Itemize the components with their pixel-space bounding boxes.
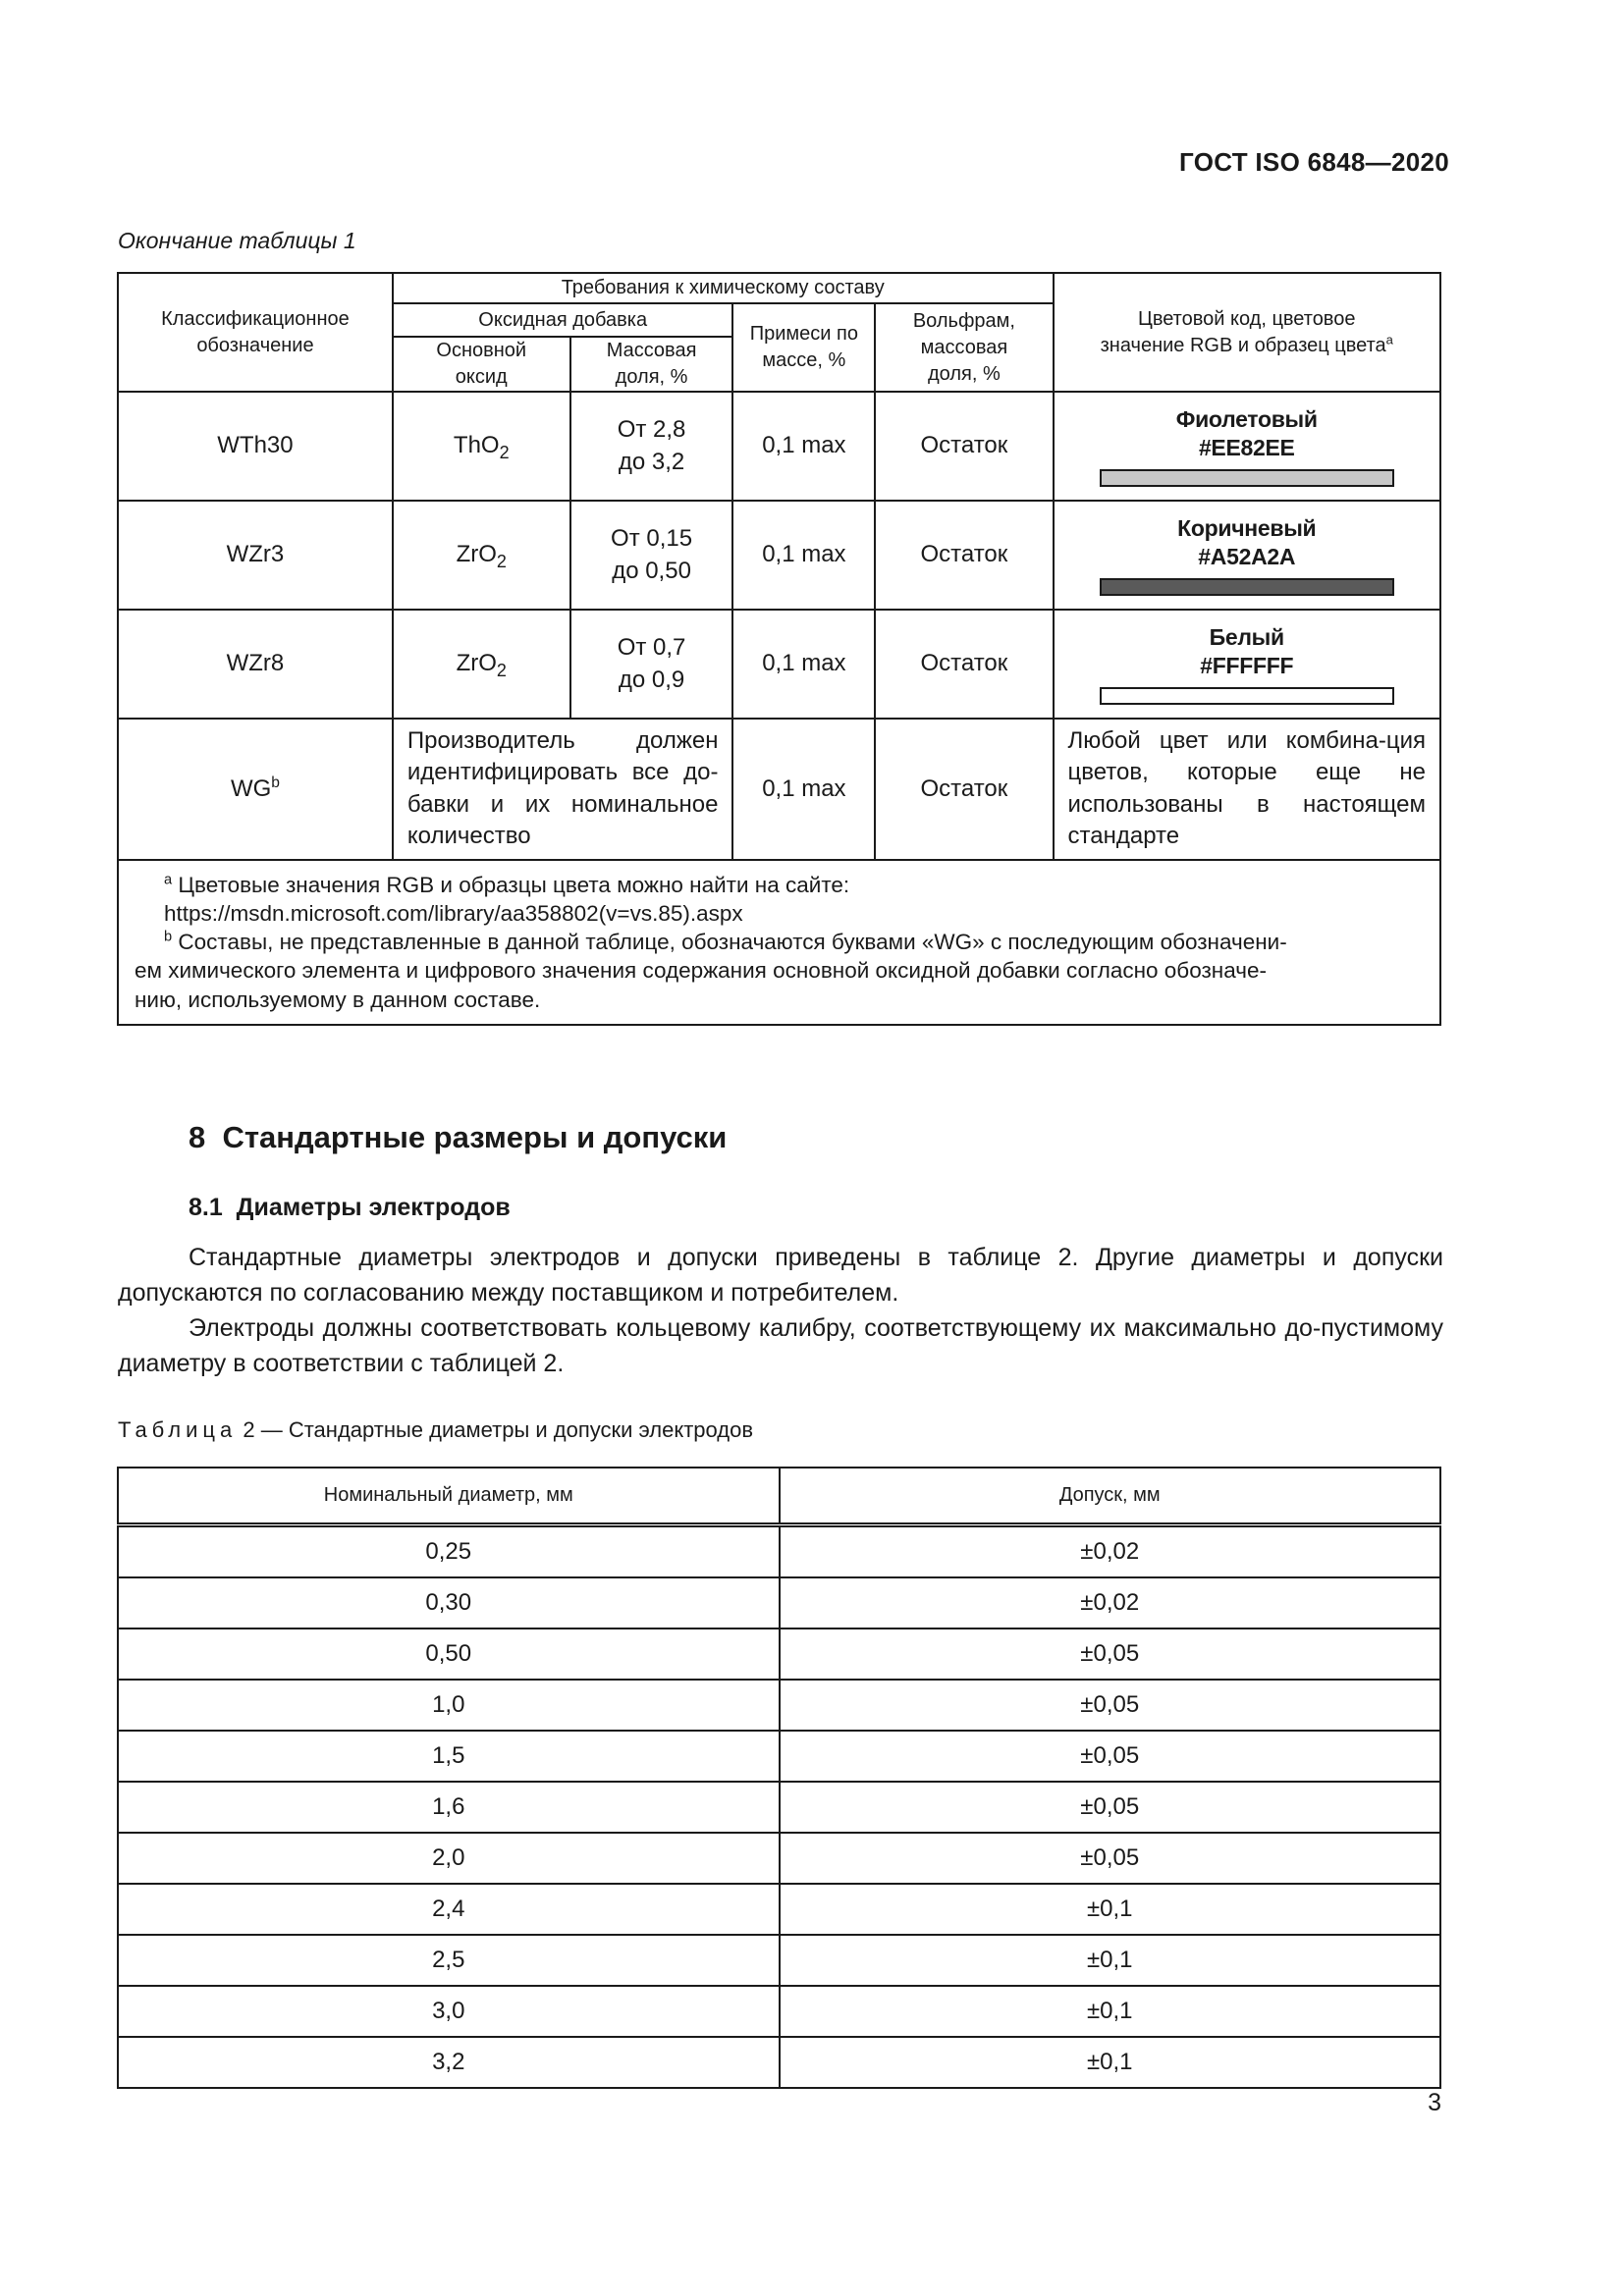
subsection-heading: 8.1 Диаметры электродов xyxy=(189,1194,511,1221)
note-a-url: https://msdn.microsoft.com/library/aa358802(v=vs.85).aspx xyxy=(164,900,743,926)
wg-oxide-line: количество xyxy=(406,823,531,850)
table-row xyxy=(118,1731,1440,1782)
table-row xyxy=(118,1680,1440,1731)
oxide-subscript: 2 xyxy=(496,552,507,572)
mass-line: От 0,7 xyxy=(617,634,686,662)
designation-cell: WZr3 xyxy=(118,501,393,610)
nominal-diameter-cell: 2,4 xyxy=(118,1884,780,1935)
color-name: Фиолетовый xyxy=(1175,405,1318,432)
nominal-diameter-cell: 1,5 xyxy=(118,1731,780,1782)
mass-line: От 0,15 xyxy=(611,525,693,553)
tungsten-cell: Остаток xyxy=(875,610,1053,719)
color-hex: #EE82EE xyxy=(1198,434,1295,460)
tolerance-cell: ±0,1 xyxy=(780,2037,1441,2088)
table-row xyxy=(118,719,1440,860)
header-oxide-addition: Оксидная добавка xyxy=(393,303,733,337)
header-main-oxide: Основной оксид xyxy=(393,337,570,392)
color-name: Коричневый xyxy=(1177,514,1317,541)
nominal-diameter-cell: 1,0 xyxy=(118,1680,780,1731)
impurities-cell: 0,1 max xyxy=(732,501,875,610)
tungsten-cell: Остаток xyxy=(875,719,1053,860)
header-classification: Классификационное обозначение xyxy=(118,273,393,392)
header-impurities: Примеси по массе, % xyxy=(732,303,875,392)
oxide-cell xyxy=(393,392,570,501)
oxide-subscript: 2 xyxy=(496,661,507,681)
header-tolerance: Допуск, мм xyxy=(780,1468,1441,1525)
nominal-diameter-cell: 2,5 xyxy=(118,1935,780,1986)
table-row xyxy=(118,1884,1440,1935)
tolerance-cell: ±0,05 xyxy=(780,1629,1441,1680)
table2-caption xyxy=(118,1417,753,1443)
table2-caption-word: Таблица xyxy=(118,1417,238,1442)
oxide-formula: ThO xyxy=(453,432,500,459)
table-row xyxy=(118,2037,1440,2088)
mass-line: до 0,9 xyxy=(618,666,685,693)
header-color-code-sup: a xyxy=(1385,331,1393,347)
oxide-formula: ZrO xyxy=(456,650,497,677)
note-a-text: Цветовые значения RGB и образцы цвета можно найти на сайте: xyxy=(178,872,850,897)
table-row xyxy=(118,1935,1440,1986)
note-b-text: Составы, не представленные в данной таблице, обозначаются буквами «WG» с последующим обозначени- xyxy=(178,930,1287,955)
document-standard-number: ГОСТ ISO 6848—2020 xyxy=(1179,147,1449,177)
color-swatch xyxy=(1100,687,1394,705)
table-row xyxy=(118,610,1440,719)
color-cell xyxy=(1054,501,1440,610)
mass-fraction-cell xyxy=(570,501,733,610)
color-cell xyxy=(1054,610,1440,719)
mass-fraction-cell xyxy=(570,392,733,501)
header-color-code xyxy=(1054,273,1440,392)
wg-oxide-line: Производитель должен xyxy=(406,727,719,754)
table-row xyxy=(118,1782,1440,1833)
wg-designation: WG xyxy=(230,774,272,802)
wg-oxide-text xyxy=(393,719,733,860)
color-hex: #A52A2A xyxy=(1198,543,1296,569)
table-row xyxy=(118,1525,1440,1578)
table-row xyxy=(118,392,1440,501)
tungsten-cell: Остаток xyxy=(875,501,1053,610)
tolerance-cell: ±0,05 xyxy=(780,1731,1441,1782)
note-a-mark: a xyxy=(164,872,173,888)
mass-line: до 3,2 xyxy=(618,448,685,475)
note-b-mark: b xyxy=(164,929,173,945)
table2-caption-text: 2 — Стандартные диаметры и допуски электродов xyxy=(237,1417,754,1442)
table2 xyxy=(117,1467,1441,2089)
table-row xyxy=(118,1577,1440,1629)
table-row xyxy=(118,1629,1440,1680)
tolerance-cell: ±0,1 xyxy=(780,1884,1441,1935)
color-hex: #FFFFFF xyxy=(1200,652,1294,678)
color-name: Белый xyxy=(1209,623,1284,650)
impurities-cell: 0,1 max xyxy=(732,392,875,501)
header-chem-requirements: Требования к химическому составу xyxy=(393,273,1054,303)
impurities-cell: 0,1 max xyxy=(732,719,875,860)
impurities-cell: 0,1 max xyxy=(732,610,875,719)
wg-oxide-line: идентифицировать все до- xyxy=(406,759,719,786)
header-color-code-text: Цветовой код, цветовое значение RGB и образец цвета xyxy=(1100,307,1386,356)
table-row xyxy=(118,1833,1440,1884)
table1 xyxy=(117,272,1441,1026)
wg-designation-sup: b xyxy=(271,774,280,791)
paragraph-text: Электроды должны соответствовать кольцевому калибру, соответствующему их максимально до-пустимому диаметру в соответствии с таблицей 2. xyxy=(118,1314,1443,1377)
oxide-cell xyxy=(393,610,570,719)
table-notes xyxy=(118,860,1440,1025)
nominal-diameter-cell: 2,0 xyxy=(118,1833,780,1884)
mass-line: От 2,8 xyxy=(617,416,686,444)
oxide-formula: ZrO xyxy=(456,541,497,568)
tolerance-cell: ±0,05 xyxy=(780,1782,1441,1833)
oxide-cell xyxy=(393,501,570,610)
designation-cell: WTh30 xyxy=(118,392,393,501)
nominal-diameter-cell: 0,30 xyxy=(118,1577,780,1629)
tolerance-cell: ±0,05 xyxy=(780,1833,1441,1884)
mass-line: до 0,50 xyxy=(612,557,691,584)
header-nominal-diameter: Номинальный диаметр, мм xyxy=(118,1468,780,1525)
tolerance-cell: ±0,02 xyxy=(780,1577,1441,1629)
tolerance-cell: ±0,1 xyxy=(780,1935,1441,1986)
note-b-text-cont: ем химического элемента и цифрового значения содержания основной оксидной добавки согласно обозначе- xyxy=(135,958,1267,984)
nominal-diameter-cell: 0,25 xyxy=(118,1525,780,1578)
nominal-diameter-cell: 1,6 xyxy=(118,1782,780,1833)
note-b-text-cont: нию, используемому в данном составе. xyxy=(135,987,541,1012)
wg-color-text: Любой цвет или комбина-ция цветов, которые еще не использованы в настоящем стандарте xyxy=(1054,719,1440,860)
color-cell xyxy=(1054,392,1440,501)
tungsten-cell: Остаток xyxy=(875,392,1053,501)
oxide-subscript: 2 xyxy=(499,443,510,463)
tolerance-cell: ±0,05 xyxy=(780,1680,1441,1731)
table-row xyxy=(118,501,1440,610)
tolerance-cell: ±0,02 xyxy=(780,1525,1441,1578)
table1-caption: Окончание таблицы 1 xyxy=(118,228,356,253)
table-notes-row xyxy=(118,860,1440,1025)
tolerance-cell: ±0,1 xyxy=(780,1986,1441,2037)
table-row xyxy=(118,1986,1440,2037)
color-swatch xyxy=(1100,578,1394,596)
header-mass-fraction: Массовая доля, % xyxy=(570,337,733,392)
wg-oxide-line: бавки и их номинальное xyxy=(406,790,719,818)
nominal-diameter-cell: 0,50 xyxy=(118,1629,780,1680)
designation-cell xyxy=(118,719,393,860)
page-number: 3 xyxy=(1428,2089,1441,2116)
mass-fraction-cell xyxy=(570,610,733,719)
header-tungsten: Вольфрам, массовая доля, % xyxy=(875,303,1053,392)
paragraph-text: Стандартные диаметры электродов и допуски приведены в таблице 2. Другие диаметры и допуски допускаются по согласованию между поставщиком и потребителем. xyxy=(118,1244,1443,1307)
paragraph xyxy=(118,1240,1443,1381)
designation-cell: WZr8 xyxy=(118,610,393,719)
nominal-diameter-cell: 3,2 xyxy=(118,2037,780,2088)
section-heading: 8 Стандартные размеры и допуски xyxy=(189,1120,728,1154)
color-swatch xyxy=(1100,469,1394,487)
nominal-diameter-cell: 3,0 xyxy=(118,1986,780,2037)
